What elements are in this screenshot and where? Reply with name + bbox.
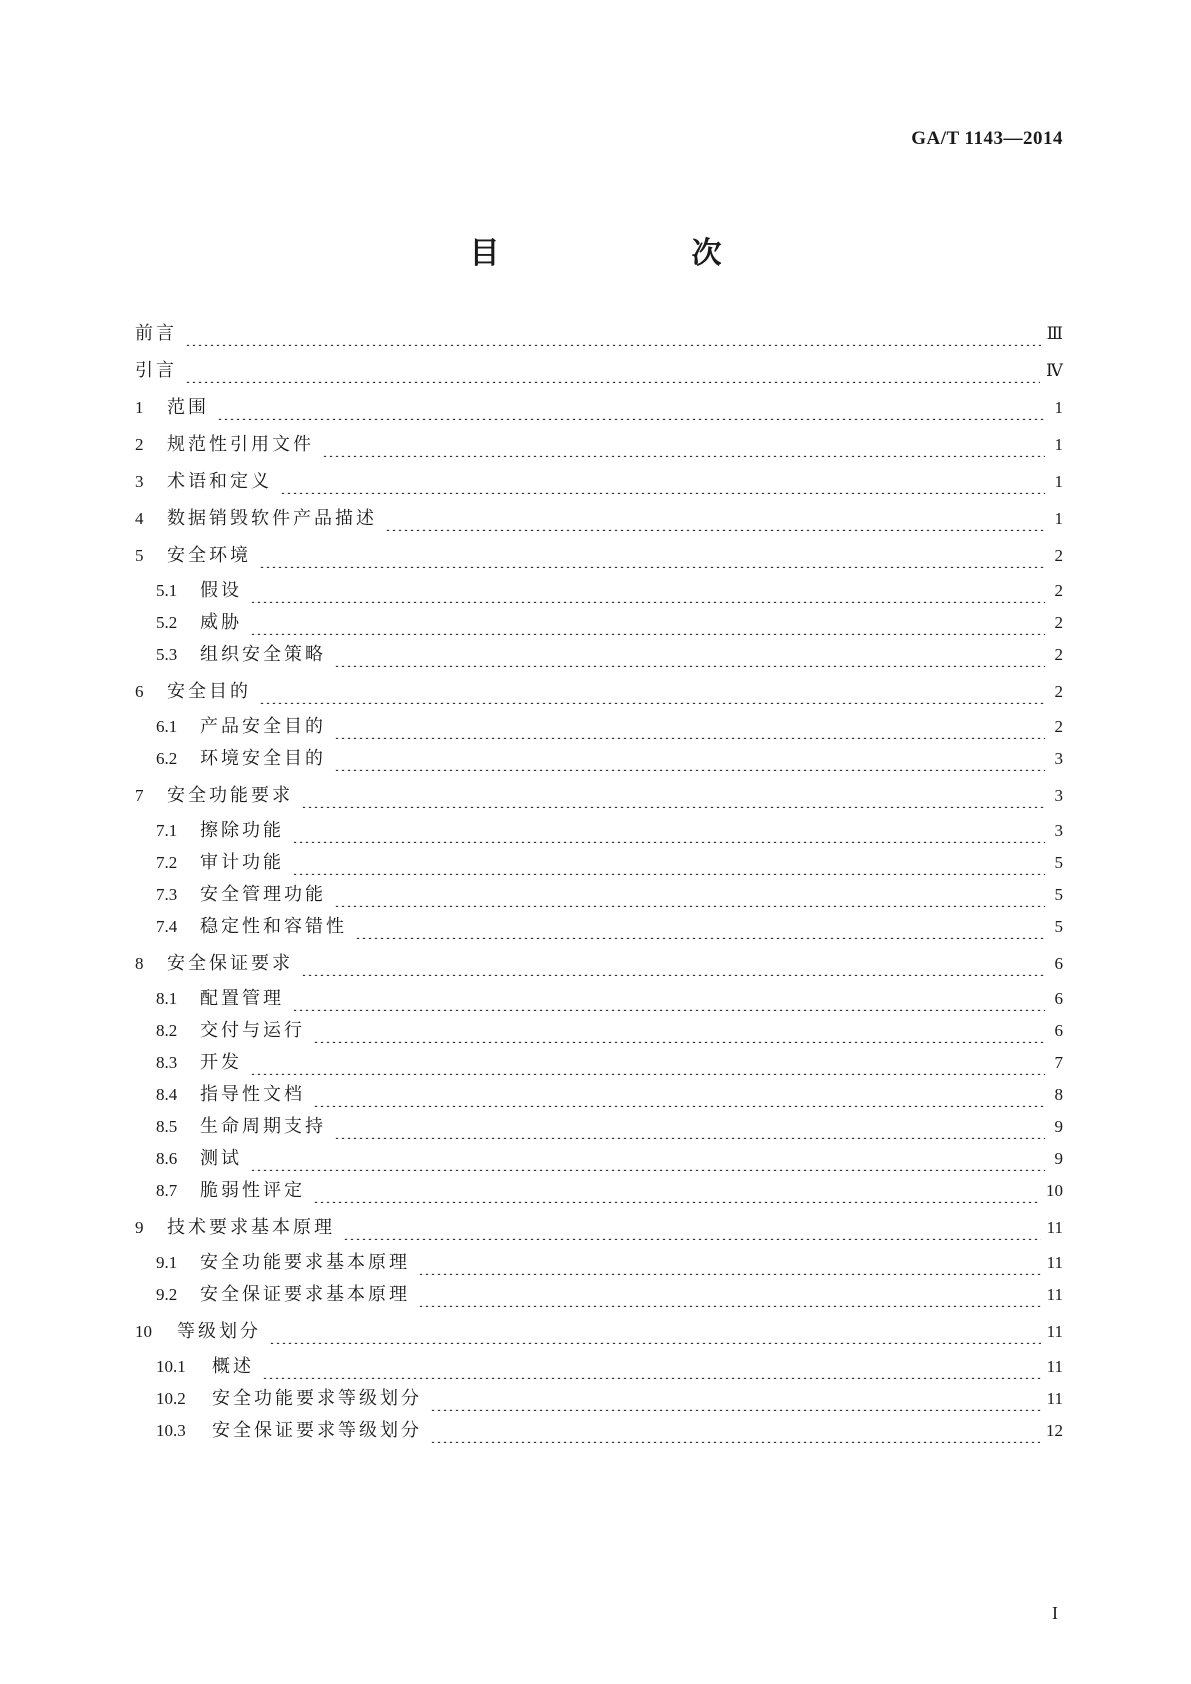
dot-leader [301,952,1045,976]
dot-leader [334,747,1045,771]
toc-entry[interactable] [135,1083,1063,1107]
page-number: I [1052,1603,1058,1623]
toc-entry-page: Ⅳ [1046,361,1063,380]
toc-entry-number: 8 [135,954,144,973]
toc-entry-label: 范围 [167,397,209,418]
toc-entry-label: 组织安全策略 [200,644,326,665]
toc-entry-number: 8.5 [156,1117,178,1136]
toc-entry-page: 5 [1054,853,1063,872]
dot-leader [385,507,1045,531]
toc-entry-number: 10.1 [156,1357,186,1376]
dot-leader [269,1320,1041,1344]
toc-entry-number: 6.1 [156,717,178,736]
toc-entry-number: 1 [135,398,144,417]
toc-entry-number: 3 [135,472,144,491]
toc-entry-number: 5.2 [156,613,178,632]
toc-entry[interactable] [135,952,1063,976]
toc-entry-label: 生命周期支持 [200,1116,326,1137]
toc-entry-number: 8.2 [156,1021,178,1040]
toc-entry-page: 11 [1046,1253,1063,1272]
toc-entry-label: 安全保证要求基本原理 [200,1284,410,1305]
dot-leader [313,1179,1040,1203]
toc-entry-label: 稳定性和容错性 [200,916,347,937]
toc-entry-page: 6 [1054,1021,1063,1040]
dot-leader [334,1115,1045,1139]
dot-leader [313,1019,1045,1043]
toc-entry-page: 3 [1054,786,1063,805]
toc-entry[interactable] [135,611,1063,635]
dot-leader [334,715,1045,739]
dot-leader [259,544,1045,568]
dot-leader [250,1147,1045,1171]
dot-leader [292,987,1045,1011]
toc-entry-number: 8.7 [156,1181,178,1200]
dot-leader [217,396,1045,420]
dot-leader [301,784,1045,808]
toc-entry-page: 11 [1046,1357,1063,1376]
toc-entry-page: 5 [1054,917,1063,936]
toc-entry-page: 6 [1054,954,1063,973]
toc-entry-label: 数据销毁软件产品描述 [167,508,377,529]
toc-entry-page: 2 [1054,717,1063,736]
toc-entry-label: 安全保证要求等级划分 [212,1420,422,1441]
dot-leader [292,819,1045,843]
dot-leader [280,470,1045,494]
toc-entry-number: 2 [135,435,144,454]
toc-entry-number: 8.1 [156,989,178,1008]
dot-leader [334,643,1045,667]
toc-entry-number: 9.1 [156,1253,178,1272]
toc-entry-label: 指导性文档 [200,1084,305,1105]
toc-entry-label: 规范性引用文件 [167,434,314,455]
toc-entry[interactable] [135,819,1063,843]
dot-leader [262,1355,1041,1379]
toc-entry-label: 安全功能要求 [167,785,293,806]
toc-entry[interactable] [135,1019,1063,1043]
toc-entry[interactable] [135,1147,1063,1171]
toc-entry-number: 9 [135,1218,144,1237]
toc-entry-label: 安全功能要求基本原理 [200,1252,410,1273]
dot-leader [322,433,1045,457]
toc-entry-page: 2 [1054,613,1063,632]
toc-entry-label: 配置管理 [200,988,284,1009]
toc-entry[interactable] [135,1051,1063,1075]
toc-entry[interactable] [135,747,1063,771]
toc-entry-page: 9 [1054,1117,1063,1136]
toc-entry-label: 安全目的 [167,681,251,702]
toc-entry-page: 9 [1054,1149,1063,1168]
toc-entry-page: 1 [1054,472,1063,491]
toc-entry[interactable] [135,507,1063,531]
toc-entry[interactable] [135,1419,1063,1443]
toc-entry-page: 11 [1046,1322,1063,1341]
toc-entry[interactable] [135,1115,1063,1139]
toc-entry-page: 3 [1054,749,1063,768]
toc-entry-page: 8 [1054,1085,1063,1104]
toc-entry-label: 擦除功能 [200,820,284,841]
dot-leader [259,680,1045,704]
toc-entry-number: 10.3 [156,1421,186,1440]
toc-entry[interactable] [135,433,1063,457]
dot-leader [250,1051,1045,1075]
dot-leader [185,322,1041,346]
toc-entry-page: 6 [1054,989,1063,1008]
toc-entry-number: 8.6 [156,1149,178,1168]
toc-entry-label: 开发 [200,1052,242,1073]
toc-entry-number: 6 [135,682,144,701]
toc-entry-page: 3 [1054,821,1063,840]
dot-leader [430,1387,1041,1411]
toc-entry-label: 前言 [135,323,177,344]
toc-entry[interactable] [135,1355,1063,1379]
toc-entry[interactable] [135,1179,1063,1203]
toc-entry-label: 测试 [200,1148,242,1169]
dot-leader [292,851,1045,875]
toc-entry-number: 7.3 [156,885,178,904]
toc-entry[interactable] [135,322,1063,346]
toc-entry-page: 2 [1054,682,1063,701]
toc-entry[interactable] [135,1387,1063,1411]
toc-entry-page: 11 [1046,1218,1063,1237]
toc-entry-page: 11 [1046,1285,1063,1304]
toc-entry-label: 概述 [212,1356,254,1377]
toc-entry-page: 1 [1054,398,1063,417]
toc-entry[interactable] [135,1283,1063,1307]
toc-entry-label: 环境安全目的 [200,748,326,769]
toc-entry-page: 10 [1046,1181,1063,1200]
toc-entry-page: 1 [1054,509,1063,528]
toc-entry-label: 安全保证要求 [167,953,293,974]
toc-entry-label: 安全环境 [167,545,251,566]
toc-entry-number: 6.2 [156,749,178,768]
toc-entry-number: 9.2 [156,1285,178,1304]
toc-entry[interactable] [135,1320,1063,1344]
toc-entry-page: 2 [1054,581,1063,600]
toc-entry-label: 产品安全目的 [200,716,326,737]
toc-entry[interactable] [135,680,1063,704]
toc-entry[interactable] [135,987,1063,1011]
toc-entry-page: 1 [1054,435,1063,454]
toc-entry-number: 8.4 [156,1085,178,1104]
toc-entry[interactable] [135,851,1063,875]
page-title: 目 次 [469,236,766,271]
standard-code: GA/T 1143—2014 [911,128,1063,149]
toc-entry-page: 5 [1054,885,1063,904]
toc-entry[interactable] [135,883,1063,907]
toc-entry-number: 10 [135,1322,152,1341]
toc-entry-number: 5 [135,546,144,565]
toc-entry-label: 术语和定义 [167,471,272,492]
dot-leader [418,1283,1041,1307]
toc-entry-page: 11 [1046,1389,1063,1408]
toc-entry-label: 安全管理功能 [200,884,326,905]
toc-entry-label: 安全功能要求等级划分 [212,1388,422,1409]
toc-entry-label: 交付与运行 [200,1020,305,1041]
toc-entry[interactable] [135,544,1063,568]
toc-entry[interactable] [135,643,1063,667]
toc-entry[interactable] [135,784,1063,808]
toc-entry[interactable] [135,396,1063,420]
toc-entry-label: 审计功能 [200,852,284,873]
toc-entry-label: 技术要求基本原理 [167,1217,335,1238]
dot-leader [334,883,1045,907]
toc-entry-label: 威胁 [200,612,242,633]
toc-entry[interactable] [135,715,1063,739]
toc-entry-number: 8.3 [156,1053,178,1072]
toc-entry-page: 2 [1054,645,1063,664]
dot-leader [250,579,1045,603]
toc-entry-label: 假设 [200,580,242,601]
dot-leader [313,1083,1045,1107]
toc-entry[interactable] [135,1251,1063,1275]
toc-entry-number: 7 [135,786,144,805]
toc-entry-page: 2 [1054,546,1063,565]
toc-entry[interactable] [135,470,1063,494]
dot-leader [418,1251,1041,1275]
toc-entry-label: 脆弱性评定 [200,1180,305,1201]
toc-entry-number: 7.4 [156,917,178,936]
toc-entry[interactable] [135,579,1063,603]
dot-leader [343,1216,1041,1240]
toc-entry[interactable] [135,1216,1063,1240]
toc-entry[interactable] [135,915,1063,939]
dot-leader [430,1419,1040,1443]
toc-entry-label: 引言 [135,360,177,381]
toc-entry-number: 5.3 [156,645,178,664]
dot-leader [250,611,1045,635]
table-of-contents [135,322,1063,1443]
toc-entry-label: 等级划分 [177,1321,261,1342]
toc-entry-number: 7.1 [156,821,178,840]
toc-entry-page: Ⅲ [1046,324,1063,343]
toc-entry-number: 4 [135,509,144,528]
dot-leader [355,915,1045,939]
dot-leader [185,359,1040,383]
toc-entry-number: 10.2 [156,1389,186,1408]
toc-entry-number: 5.1 [156,581,178,600]
toc-entry[interactable] [135,359,1063,383]
toc-entry-number: 7.2 [156,853,178,872]
toc-entry-page: 12 [1046,1421,1063,1440]
toc-entry-page: 7 [1054,1053,1063,1072]
